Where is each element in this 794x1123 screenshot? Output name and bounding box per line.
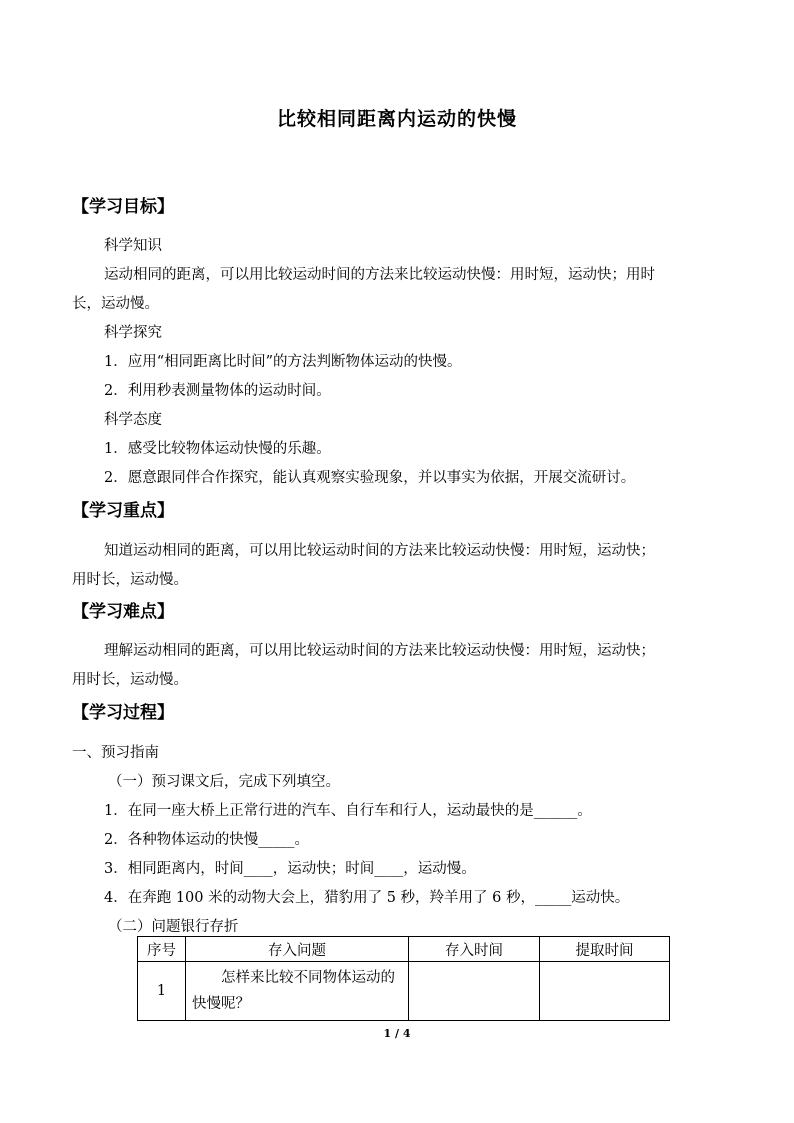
attitude-item-1: 1．感受比较物体运动快慢的乐趣。 [104, 441, 331, 457]
difficulties-line2: 用时长，运动慢。 [72, 672, 188, 688]
key-points-line2: 用时长，运动慢。 [72, 572, 188, 588]
attitude-label: 科学态度 [104, 412, 162, 428]
row-question: 怎样来比较不同物体运动的快慢呢？ [186, 962, 409, 1021]
inquiry-item-1: 1．应用“相同距离比时间”的方法判断物体运动的快慢。 [104, 354, 462, 370]
fill-blank-instruction: （一）预习课文后，完成下列填空。 [108, 774, 340, 790]
inquiry-label: 科学探究 [104, 325, 162, 341]
page-title: 比较相同距离内运动的快慢 [276, 108, 517, 130]
row-withdraw-time [540, 962, 670, 1021]
question-bank-table [137, 936, 670, 1021]
question-1: 1．在同一座大桥上正常行进的汽车、自行车和行人，运动最快的是______。 [104, 803, 592, 819]
header-number: 序号 [138, 937, 186, 962]
knowledge-text-line2: 长，运动慢。 [72, 296, 159, 312]
header-withdraw-time: 提取时间 [540, 937, 670, 962]
preview-guide-title: 一、预习指南 [72, 745, 159, 761]
difficulties-line1: 理解运动相同的距离，可以用比较运动时间的方法来比较运动快慢：用时短，运动快； [104, 643, 655, 659]
process-heading: 【学习过程】 [72, 703, 174, 723]
question-4: 4．在奔跑 100 米的动物大会上，猎豹用了 5 秒，羚羊用了 6 秒，_____运动快。 [104, 890, 630, 906]
objectives-heading: 【学习目标】 [72, 197, 174, 217]
key-points-heading: 【学习重点】 [72, 501, 174, 521]
inquiry-item-2: 2．利用秒表测量物体的运动时间。 [104, 383, 331, 399]
header-deposit-time: 存入时间 [409, 937, 540, 962]
row-number: 1 [138, 962, 186, 1021]
header-question: 存入问题 [186, 937, 409, 962]
question-bank-title: （二）问题银行存折 [108, 919, 239, 935]
question-3: 3．相同距离内，时间____，运动快；时间____，运动慢。 [104, 861, 476, 877]
table-header-row [138, 937, 670, 962]
row-deposit-time [409, 962, 540, 1021]
question-2: 2．各种物体运动的快慢_____。 [104, 832, 309, 848]
attitude-item-2: 2．愿意跟同伴合作探究，能认真观察实验现象，并以事实为依据，开展交流研讨。 [104, 470, 636, 486]
page-number: 1 / 4 [383, 1027, 411, 1040]
table-row [138, 962, 670, 1021]
key-points-line1: 知道运动相同的距离，可以用比较运动时间的方法来比较运动快慢：用时短，运动快； [104, 543, 655, 559]
knowledge-label: 科学知识 [104, 238, 162, 254]
difficulties-heading: 【学习难点】 [72, 602, 174, 622]
knowledge-text-line1: 运动相同的距离，可以用比较运动时间的方法来比较运动快慢：用时短，运动快；用时 [104, 267, 655, 283]
